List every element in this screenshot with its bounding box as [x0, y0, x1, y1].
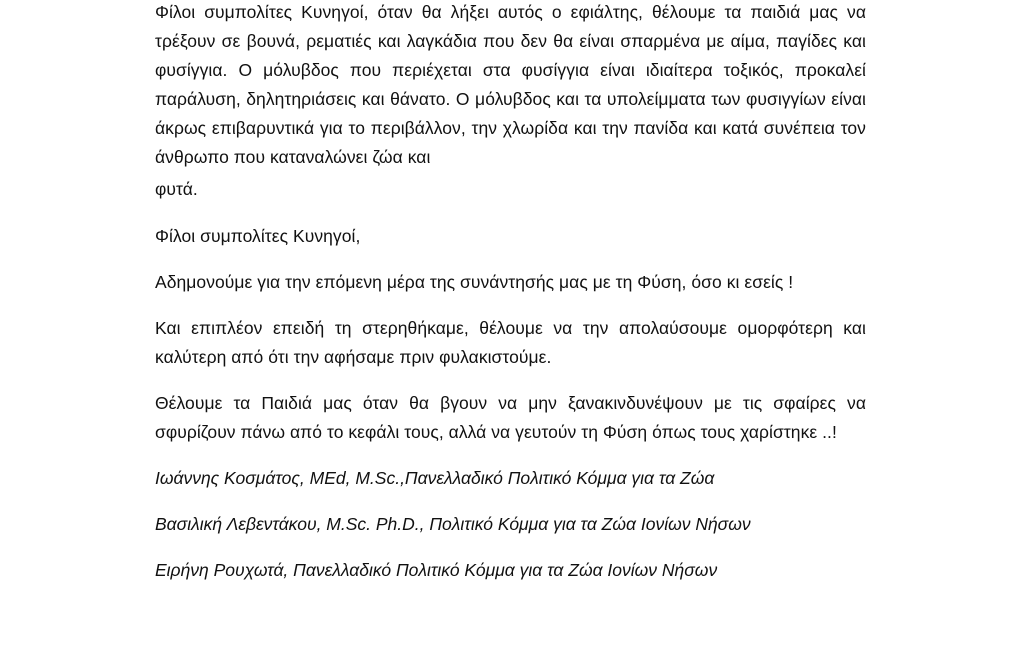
signature-leventakou: Βασιλική Λεβεντάκου, M.Sc. Ph.D., Πολιτικό Κόμμα για τα Ζώα Ιονίων Νήσων	[155, 514, 751, 534]
signature-kosmatos: Ιωάννης Κοσμάτος, MEd, M.Sc.,Πανελλαδικό Πολιτικό Κόμμα για τα Ζώα	[155, 468, 715, 488]
paragraph-hunters-nightmare	[155, 0, 866, 204]
document-page	[155, 0, 866, 585]
paragraph-anticipation: Αδημονούμε για την επόμενη μέρα της συνάντησής μας με τη Φύση, όσο κι εσείς !	[155, 272, 794, 292]
paragraph-text: Φίλοι συμπολίτες Κυνηγοί, όταν θα λήξει αυτός ο εφιάλτης, θέλουμε τα παιδιά μας να τρέξουν σε βουνά, ρεματιές και λαγκάδια που δεν θα είναι σπαρμένα με αίμα, παγίδες και φυσίγγια. Ο μόλυβδος που περιέχεται στα φυσίγγια είναι ιδιαίτερα τοξικός, προκαλεί παράλυση, δηλητηριάσεις και θάνατο. Ο μόλυβδος και τα υπολείμματα των φυσιγγίων είναι άκρως επιβαρυντικά για το περιβάλλον, την χλωρίδα και την πανίδα και κατά συνέπεια τον άνθρωπο που καταναλώνει ζώα και	[155, 2, 866, 167]
paragraph-text-end: φυτά.	[155, 179, 198, 199]
paragraph-enjoy-nature: Και επιπλέον επειδή τη στερηθήκαμε, θέλουμε να την απολαύσουμε ομορφότερη και καλύτερη από ότι την αφήσαμε πριν φυλακιστούμε.	[155, 318, 866, 367]
paragraph-greeting: Φίλοι συμπολίτες Κυνηγοί,	[155, 226, 361, 246]
signature-rouchota: Ειρήνη Ρουχωτά, Πανελλαδικό Πολιτικό Κόμμα για τα Ζώα Ιονίων Νήσων	[155, 560, 718, 580]
paragraph-children-safety: Θέλουμε τα Παιδιά μας όταν θα βγουν να μην ξανακινδυνέψουν με τις σφαίρες να σφυρίζουν πάνω από το κεφάλι τους, αλλά να γευτούν τη Φύση όπως τους χαρίστηκε ..!	[155, 393, 866, 442]
